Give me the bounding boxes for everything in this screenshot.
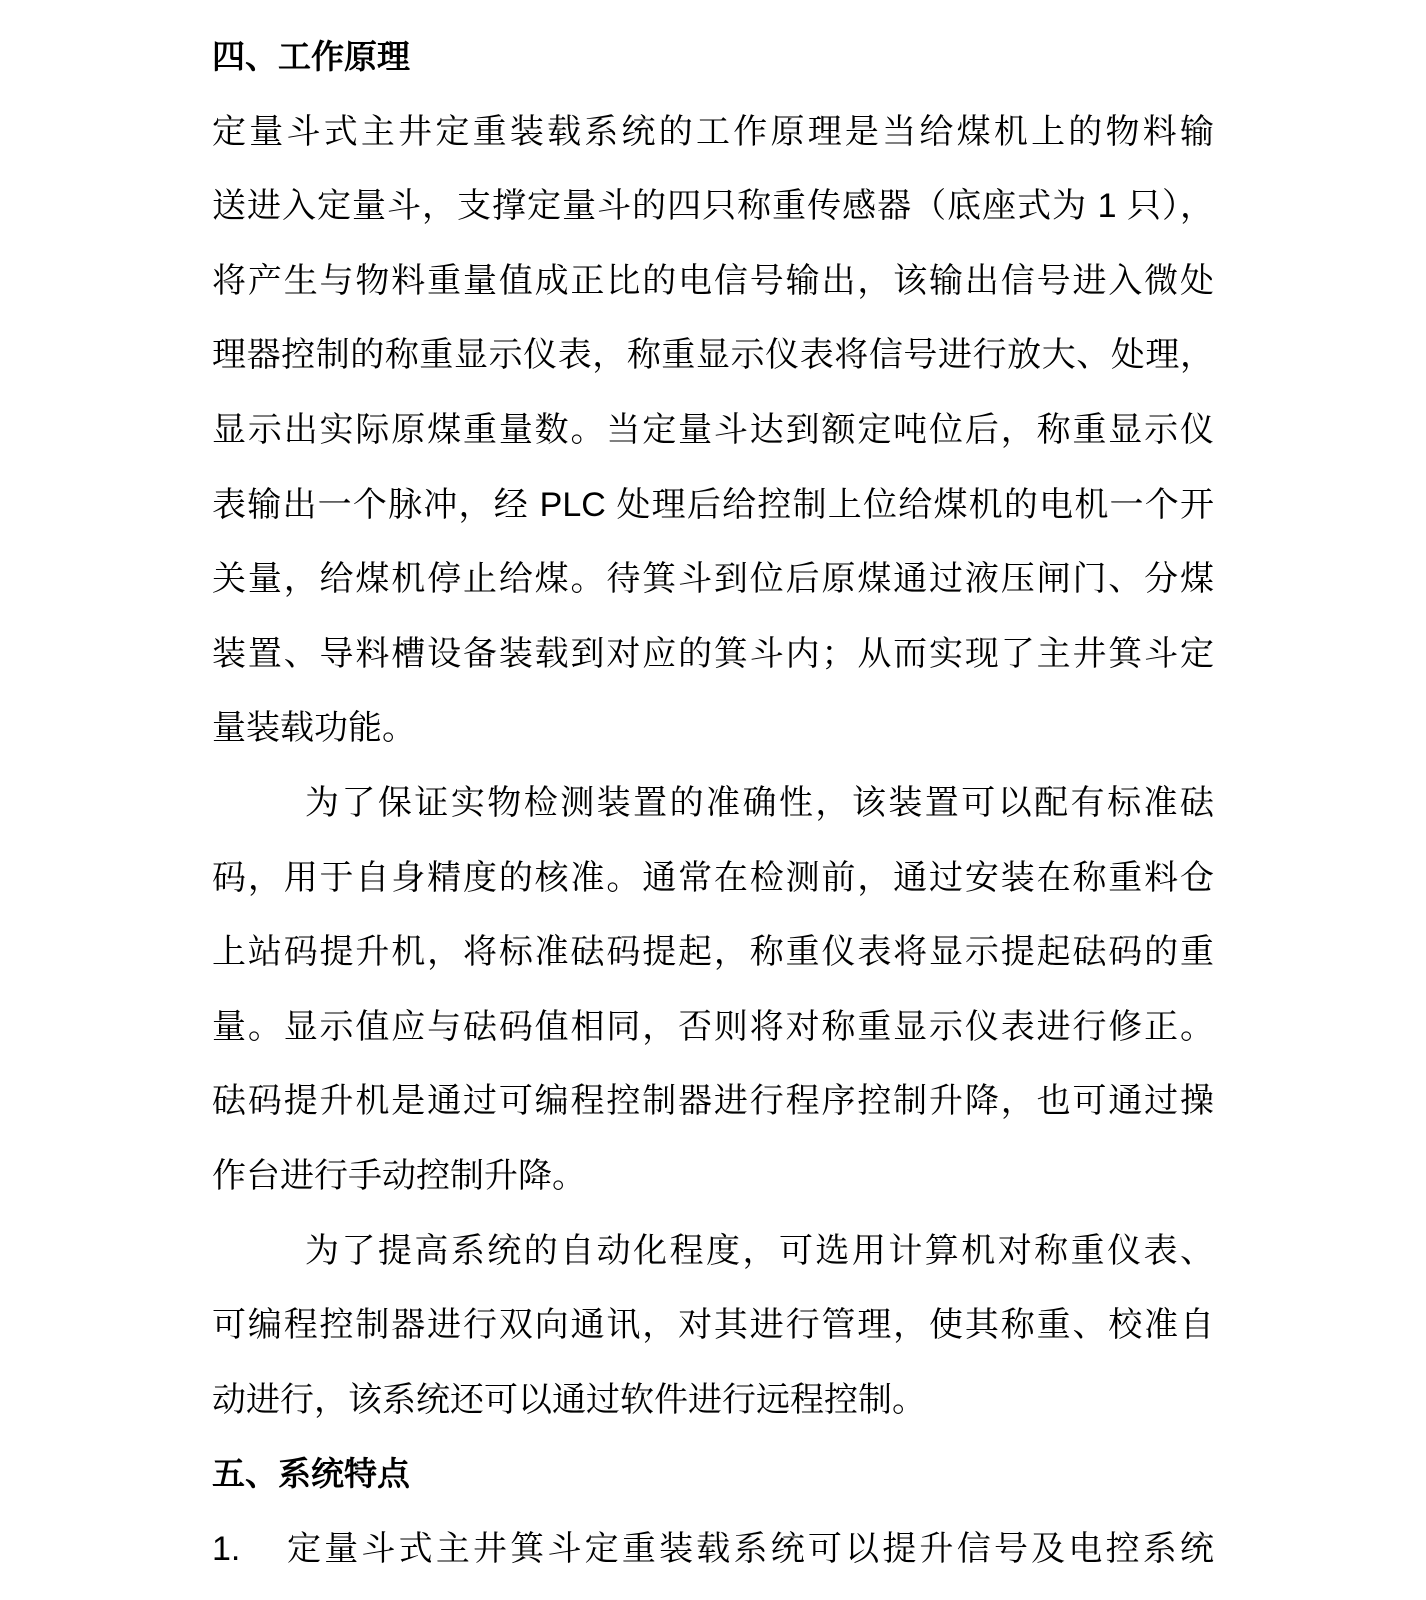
- text-line: 码，用于自身精度的核准。通常在检测前，通过安装在称重料仓: [212, 858, 1214, 897]
- text-line: 作台进行手动控制升降。: [212, 1156, 586, 1195]
- text-line: 上站码提升机，将标准砝码提起，称重仪表将显示提起砝码的重: [212, 933, 1214, 972]
- list-item: [212, 1512, 1214, 1587]
- section-heading-5: 五、系统特点: [212, 1455, 410, 1493]
- text-line: 显示出实际原煤重量数。当定量斗达到额定吨位后，称重显示仪: [212, 410, 1214, 449]
- text-line: 为了保证实物检测装置的准确性，该装置可以配有标准砝: [305, 783, 1214, 822]
- section-heading-4: 四、工作原理: [212, 38, 410, 75]
- list-item-text: 定量斗式主井箕斗定重装载系统可以提升信号及电控系统: [287, 1529, 1214, 1568]
- text-line: 动进行，该系统还可以通过软件进行远程控制。: [212, 1380, 926, 1419]
- text-line: 表输出一个脉冲，经 PLC 处理后给控制上位给煤机的电机一个开: [212, 485, 1214, 524]
- text-line: 关量，给煤机停止给煤。待箕斗到位后原煤通过液压闸门、分煤: [212, 560, 1214, 599]
- text-line: 量装载功能。: [212, 709, 416, 748]
- text-line: 砝码提升机是通过可编程控制器进行程序控制升降，也可通过操: [212, 1082, 1214, 1121]
- text-line: 量。显示值应与砝码值相同，否则将对称重显示仪表进行修正。: [212, 1007, 1214, 1046]
- text-line: 装置、导料槽设备装载到对应的箕斗内；从而实现了主井箕斗定: [212, 634, 1214, 673]
- text-line: 定量斗式主井定重装载系统的工作原理是当给煤机上的物料输: [212, 112, 1214, 151]
- text-line: 理器控制的称重显示仪表，称重显示仪表将信号进行放大、处理，: [212, 336, 1214, 375]
- text-line: 送进入定量斗，支撑定量斗的四只称重传感器（底座式为 1 只），: [212, 187, 1214, 226]
- text-line: 可编程控制器进行双向通讯，对其进行管理，使其称重、校准自: [212, 1306, 1214, 1345]
- text-line: 为了提高系统的自动化程度，可选用计算机对称重仪表、: [305, 1231, 1214, 1270]
- text-line: 将产生与物料重量值成正比的电信号输出，该输出信号进入微处: [212, 261, 1214, 300]
- list-item-number: 1.: [212, 1529, 241, 1568]
